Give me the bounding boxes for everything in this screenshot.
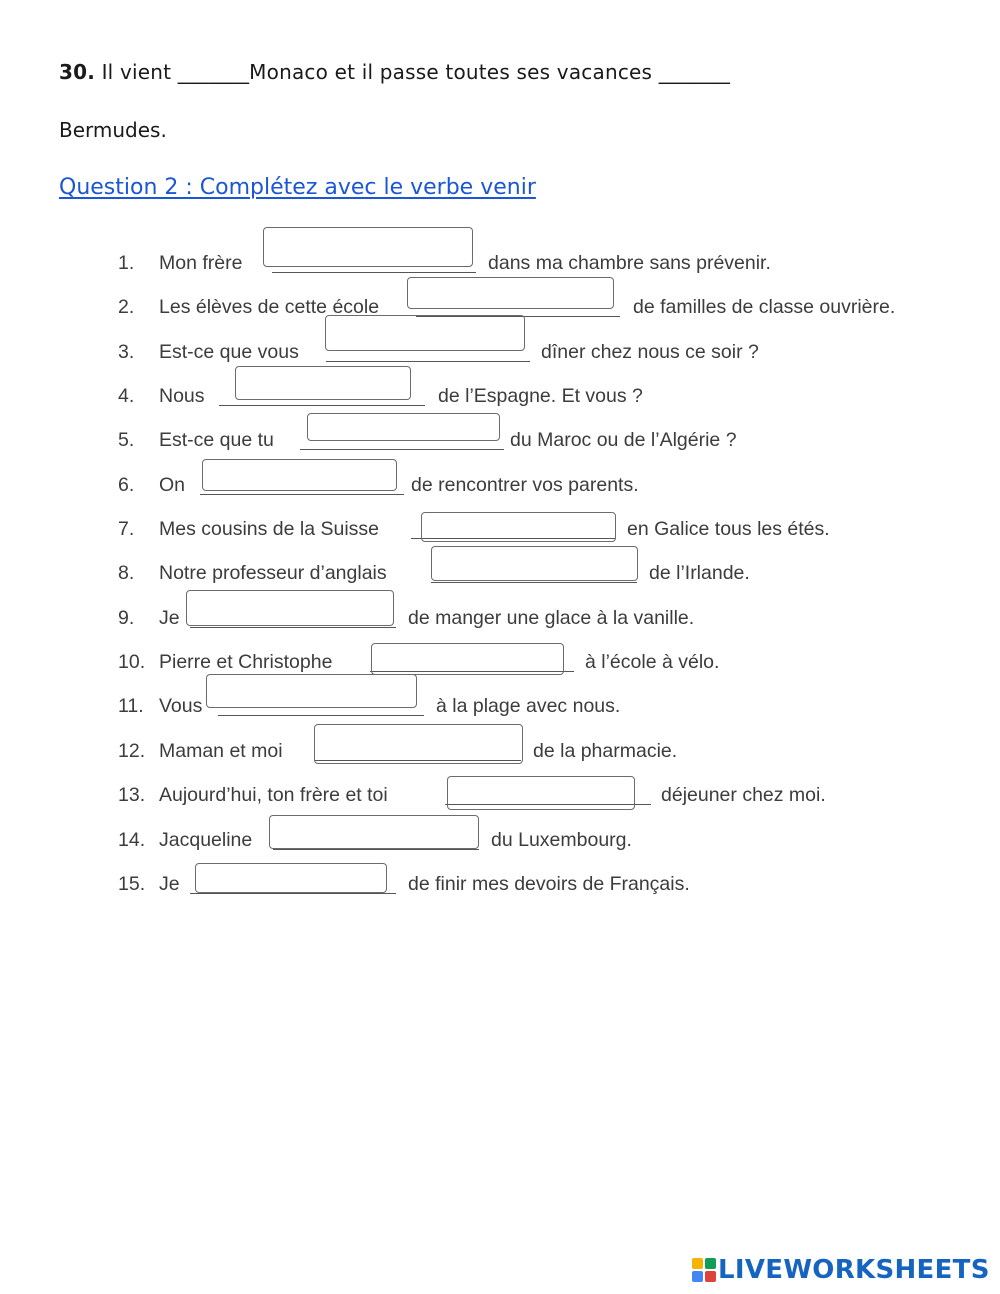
item-text-before: Est-ce que vous [159,341,299,363]
answer-input-2[interactable] [407,277,614,309]
previous-question [59,60,730,84]
item-text-after: à l’école à vélo. [585,651,720,673]
previous-question-number: 30. [59,60,96,84]
answer-input-9[interactable] [186,590,394,626]
answer-input-7[interactable] [421,512,616,542]
item-number: 2. [118,296,135,318]
item-number: 3. [118,341,135,363]
item-text-after: du Maroc ou de l’Algérie ? [510,429,737,451]
answer-input-4[interactable] [235,366,411,400]
previous-question-text: Il vient _______Monaco et il passe toutes ses vacances _______ [95,60,731,84]
answer-input-5[interactable] [307,413,500,441]
liveworksheets-logo [692,1254,990,1286]
answer-input-8[interactable] [431,546,638,581]
item-number: 11. [118,695,144,717]
item-text-before: Mon frère [159,252,243,274]
answer-input-14[interactable] [269,815,479,849]
liveworksheets-logo-icon [692,1258,716,1282]
item-text-before: Aujourd’hui, ton frère et toi [159,784,388,806]
item-text-after: du Luxembourg. [491,829,632,851]
item-text-before: Notre professeur d’anglais [159,562,387,584]
item-text-after: dans ma chambre sans prévenir. [488,252,771,274]
item-text-before: Pierre et Christophe [159,651,333,673]
item-text-before: Je [159,607,180,629]
item-number: 9. [118,607,135,629]
blank-line [272,272,476,273]
item-text-after: de manger une glace à la vanille. [408,607,695,629]
item-text-before: Maman et moi [159,740,283,762]
item-number: 4. [118,385,135,407]
item-text-after: de l’Irlande. [649,562,750,584]
item-number: 1. [118,252,135,274]
item-text-after: de familles de classe ouvrière. [633,296,896,318]
item-number: 15. [118,873,146,895]
item-number: 12. [118,740,146,762]
item-text-after: à la plage avec nous. [436,695,621,717]
item-number: 10. [118,651,146,673]
logo-text: LIVEWORKSHEETS [718,1255,990,1285]
answer-input-1[interactable] [263,227,473,267]
blank-line [300,449,504,450]
blank-line [190,893,396,894]
item-text-before: Nous [159,385,205,407]
blank-line [431,582,637,583]
item-text-after: de rencontrer vos parents. [411,474,639,496]
item-text-before: On [159,474,186,496]
blank-line [218,715,424,716]
blank-line [326,361,530,362]
item-text-before: Jacqueline [159,829,253,851]
answer-input-3[interactable] [325,315,525,351]
blank-line [190,627,396,628]
question-2-title-link[interactable]: Question 2 : Complétez avec le verbe venir [59,175,536,200]
item-number: 5. [118,429,135,451]
item-text-before: Est-ce que tu [159,429,274,451]
blank-line [273,849,479,850]
item-text-after: en Galice tous les étés. [627,518,830,540]
item-number: 14. [118,829,146,851]
answer-input-11[interactable] [206,674,417,708]
answer-input-15[interactable] [195,863,387,893]
item-text-after: déjeuner chez moi. [661,784,826,806]
item-number: 7. [118,518,135,540]
item-text-before: Vous [159,695,203,717]
answer-input-6[interactable] [202,459,397,491]
item-text-after: de la pharmacie. [533,740,678,762]
blank-line [200,494,404,495]
answer-input-12[interactable] [314,724,523,764]
blank-line [219,405,425,406]
item-text-before: Les élèves de cette école [159,296,380,318]
previous-question-continuation: Bermudes. [59,118,167,142]
answer-input-10[interactable] [371,643,564,675]
item-text-before: Mes cousins de la Suisse [159,518,380,540]
item-text-before: Je [159,873,180,895]
item-number: 6. [118,474,135,496]
item-text-after: de l’Espagne. Et vous ? [438,385,643,407]
item-number: 8. [118,562,135,584]
item-number: 13. [118,784,146,806]
item-text-after: dîner chez nous ce soir ? [541,341,759,363]
item-text-after: de finir mes devoirs de Français. [408,873,690,895]
answer-input-13[interactable] [447,776,635,810]
